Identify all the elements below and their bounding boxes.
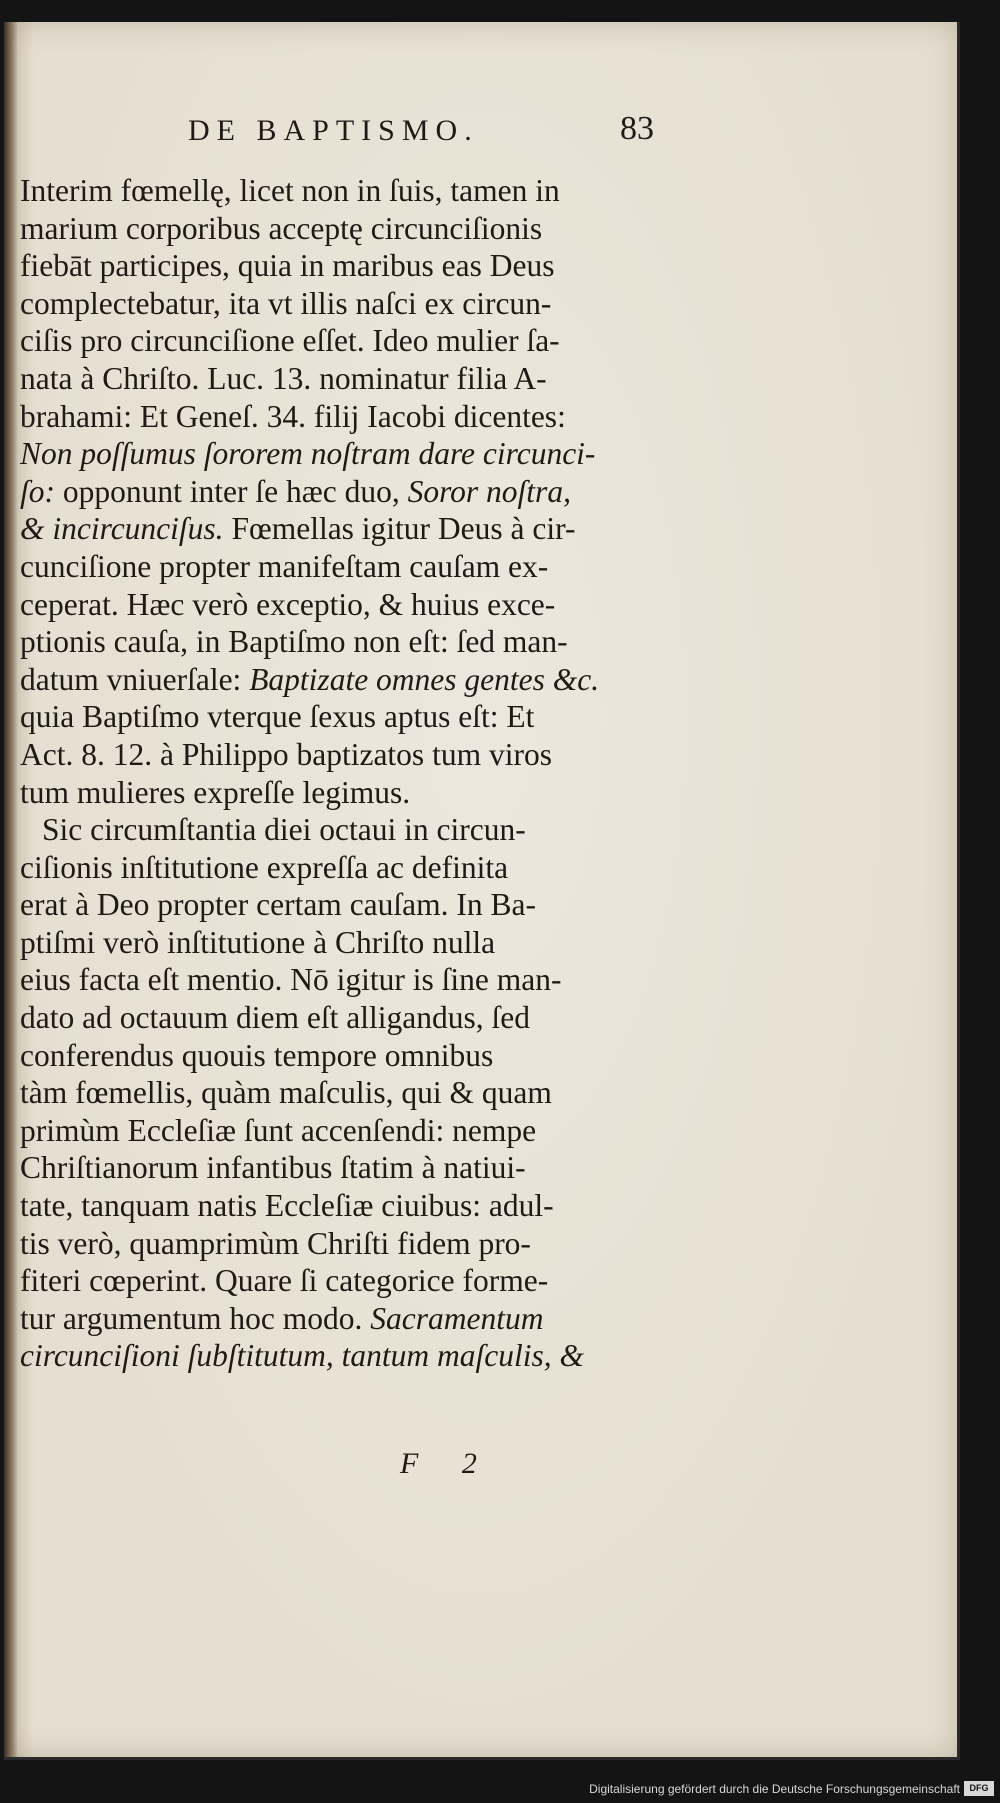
text-line	[20, 473, 650, 511]
text-run: Interim fœmellę, licet non in ſuis, tamen in	[20, 173, 560, 208]
italic-text-run: Soror noſtra,	[407, 473, 571, 509]
text-run: tis verò, quamprimùm Chriſti fidem pro-	[20, 1225, 531, 1261]
text-run: Sic circumſtantia diei octaui in circun-	[42, 812, 526, 848]
text-line	[20, 1337, 650, 1375]
text-run: datum vniuerſale:	[20, 661, 250, 697]
text-run: opponunt inter ſe hæc duo,	[55, 473, 408, 509]
page-header	[20, 104, 950, 160]
text-line	[20, 172, 650, 210]
text-line	[20, 924, 650, 962]
text-line	[20, 548, 650, 586]
text-run: fiebāt participes, quia in maribus eas Deus	[20, 248, 555, 284]
text-line	[20, 247, 650, 285]
text-run: nata à Chriſto. Luc. 13. nominatur filia A-	[20, 360, 547, 396]
text-line	[20, 736, 650, 774]
text-run: ciſis pro circunciſione eſſet. Ideo mulier ſa-	[20, 323, 560, 359]
dfg-logo-icon: DFG	[964, 1781, 994, 1796]
text-line	[20, 849, 650, 887]
text-run: primùm Eccleſiæ ſunt accenſendi: nempe	[20, 1112, 537, 1148]
italic-text-run: Sacramentum	[370, 1300, 544, 1336]
text-run: erat à Deo propter certam cauſam. In Ba-	[20, 887, 536, 923]
running-head: DE BAPTISMO.	[188, 114, 479, 147]
text-run: dato ad octauum diem eſt alligandus, ſed	[20, 1000, 530, 1036]
text-run: Chriſtianorum infantibus ſtatim à natiui-	[20, 1150, 526, 1186]
text-line	[20, 623, 650, 661]
italic-text-run: Non poſſumus ſororem noſtram dare circunci-	[20, 436, 596, 472]
page-gutter-shadow	[4, 22, 18, 1757]
text-run: Fœmellas igitur Deus à cir-	[223, 511, 576, 547]
text-line	[20, 661, 650, 699]
text-line	[20, 322, 650, 360]
text-run: conferendus quouis tempore omnibus	[20, 1037, 494, 1073]
text-line	[20, 961, 650, 999]
text-run: ptiſmi verò inſtitutione à Chriſto nulla	[20, 924, 496, 960]
text-run: tum mulieres expreſſe legimus.	[20, 774, 411, 810]
text-line	[20, 1112, 650, 1150]
text-line	[20, 774, 650, 812]
text-run: ptionis cauſa, in Baptiſmo non eſt: ſed man-	[20, 624, 568, 660]
text-line	[20, 285, 650, 323]
digitization-footer	[0, 1776, 1000, 1803]
text-line	[20, 886, 650, 924]
text-run: brahami: Et Geneſ. 34. filij Iacobi dicentes:	[20, 398, 566, 434]
text-run: tàm fœmellis, quàm maſculis, qui & quam	[20, 1075, 552, 1111]
text-run: fiteri cœperint. Quare ſi categorice forme-	[20, 1263, 549, 1299]
text-run: tur argumentum hoc modo.	[20, 1300, 371, 1336]
funding-credit: Digitalisierung gefördert durch die Deutsche Forschungsgemeinschaft	[589, 1782, 960, 1796]
text-run: marium corporibus acceptę circunciſionis	[20, 210, 543, 246]
text-line	[20, 999, 650, 1037]
text-line	[20, 698, 650, 736]
italic-text-run: ſo:	[20, 473, 55, 509]
text-run: cunciſione propter manifeſtam cauſam ex-	[20, 548, 549, 584]
text-line	[20, 435, 650, 473]
text-line	[20, 1300, 650, 1338]
text-run: quia Baptiſmo vterque ſexus aptus eſt: Et	[20, 699, 535, 735]
italic-text-run: Baptizate omnes gentes &c.	[249, 661, 600, 697]
text-run: tate, tanquam natis Eccleſiæ ciuibus: adul-	[20, 1188, 554, 1224]
text-run: eius facta eſt mentio. Nō igitur is ſine man-	[20, 962, 562, 998]
text-line	[20, 1074, 650, 1112]
text-line	[20, 210, 650, 248]
body-text	[20, 172, 650, 1375]
text-line	[20, 1149, 650, 1187]
signature-mark: F 2	[400, 1447, 495, 1480]
text-line	[20, 398, 650, 436]
text-line	[20, 586, 650, 624]
text-run: complectebatur, ita vt illis naſci ex circun-	[20, 285, 552, 321]
text-line	[20, 1225, 650, 1263]
italic-text-run: & incircunciſus.	[20, 511, 224, 547]
text-line	[20, 360, 650, 398]
text-line	[20, 811, 650, 849]
italic-text-run: circunciſioni ſubſtitutum, tantum maſculis, &	[20, 1338, 585, 1374]
text-run: ciſionis inſtitutione expreſſa ac definita	[20, 849, 509, 885]
text-line	[20, 1187, 650, 1225]
text-line	[20, 1262, 650, 1300]
text-run: Act. 8. 12. à Philippo baptizatos tum viros	[20, 736, 552, 772]
text-run: ceperat. Hæc verò exceptio, & huius exce-	[20, 586, 556, 622]
book-page	[4, 22, 960, 1760]
text-line	[20, 1037, 650, 1075]
page-number: 83	[620, 110, 654, 147]
text-line	[20, 510, 650, 548]
